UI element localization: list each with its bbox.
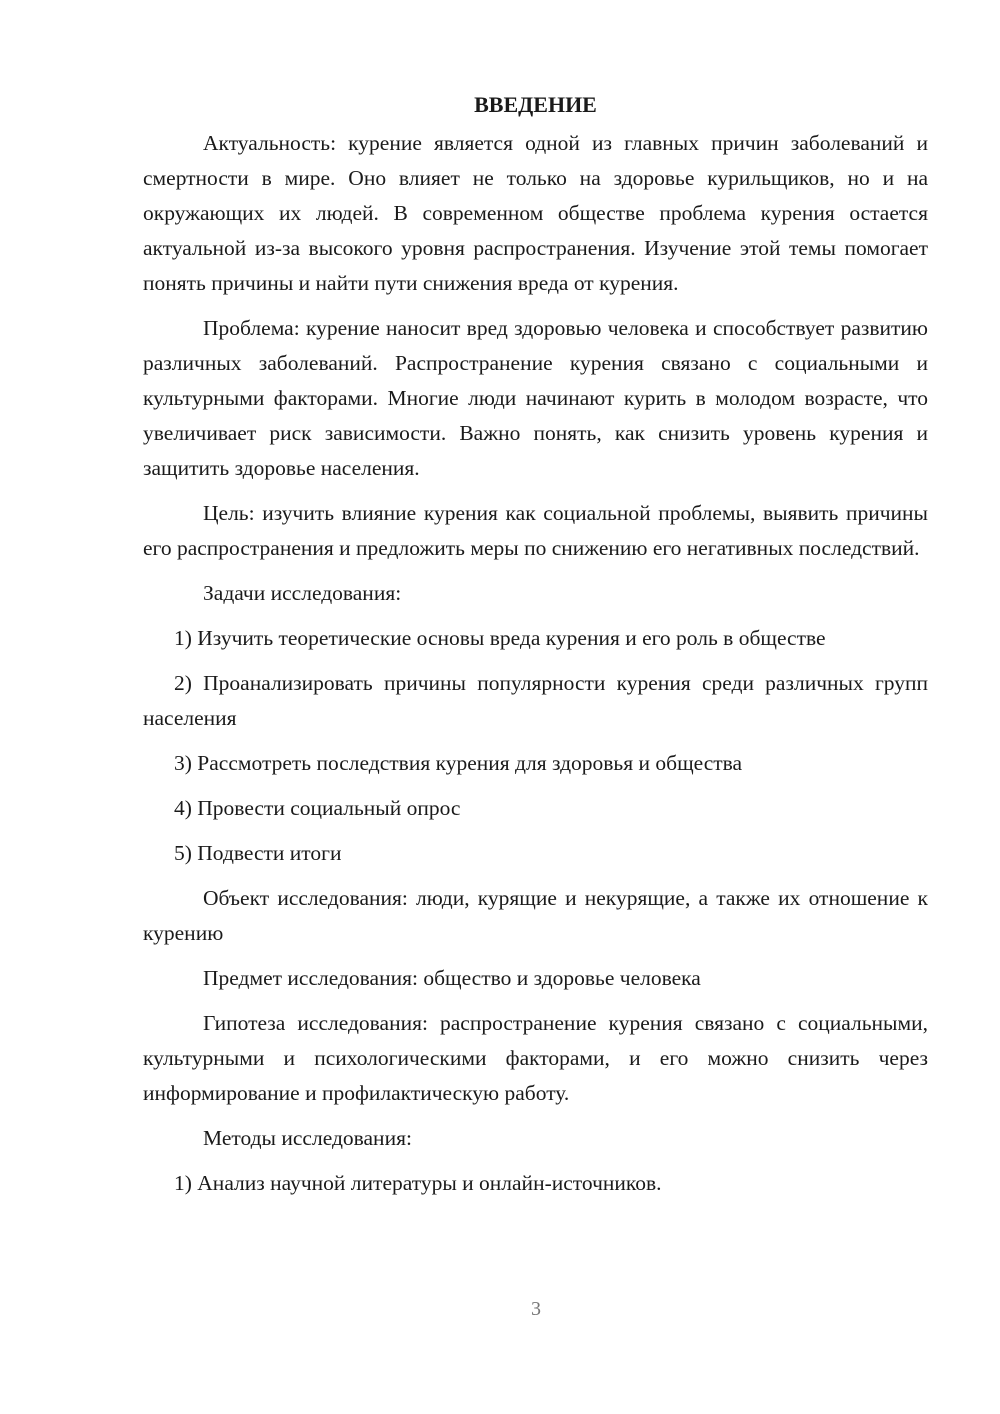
paragraph-object: Объект исследования: люди, курящие и некурящие, а также их отношение к курению — [143, 886, 928, 945]
paragraph-goal: Цель: изучить влияние курения как социальной проблемы, выявить причины его распространения и предложить меры по снижению его негативных последствий. — [143, 501, 928, 560]
page-title: ВВЕДЕНИЕ — [474, 92, 597, 117]
paragraph-hypothesis: Гипотеза исследования: распространение курения связано с социальными, культурными и психологическими факторами, и его можно снизить через информирование и профилактическую работу. — [143, 1011, 928, 1105]
paragraph-problem: Проблема: курение наносит вред здоровью человека и способствует развитию различных заболеваний. Распространение курения связано с социальными и культурными факторами. Многие люди начинают курить в молодом возрасте, что увеличивает риск зависимости. Важно понять, как снизить уровень курения и защитить здоровье населения. — [143, 316, 928, 480]
tasks-label: Задачи исследования: — [203, 581, 402, 605]
page-number: 3 — [531, 1298, 541, 1320]
task-item-2: 2) Проанализировать причины популярности курения среди различных групп населения — [143, 671, 928, 730]
method-item-1: 1) Анализ научной литературы и онлайн-источников. — [174, 1171, 662, 1195]
document-page — [143, 90, 928, 1211]
paragraph-relevance: Актуальность: курение является одной из главных причин заболеваний и смертности в мире. Оно влияет не только на здоровье курильщиков, но и на окружающих их людей. В современном обществе проблема курения остается актуальной из-за высокого уровня распространения. Изучение этой темы помогает понять причины и найти пути снижения вреда от курения. — [143, 131, 928, 295]
task-item-4: 4) Провести социальный опрос — [174, 796, 461, 820]
task-item-3: 3) Рассмотреть последствия курения для здоровья и общества — [174, 751, 743, 775]
task-item-1: 1) Изучить теоретические основы вреда курения и его роль в обществе — [174, 626, 826, 650]
methods-label: Методы исследования: — [203, 1126, 412, 1150]
paragraph-subject: Предмет исследования: общество и здоровье человека — [203, 966, 701, 990]
task-item-5: 5) Подвести итоги — [174, 841, 342, 865]
